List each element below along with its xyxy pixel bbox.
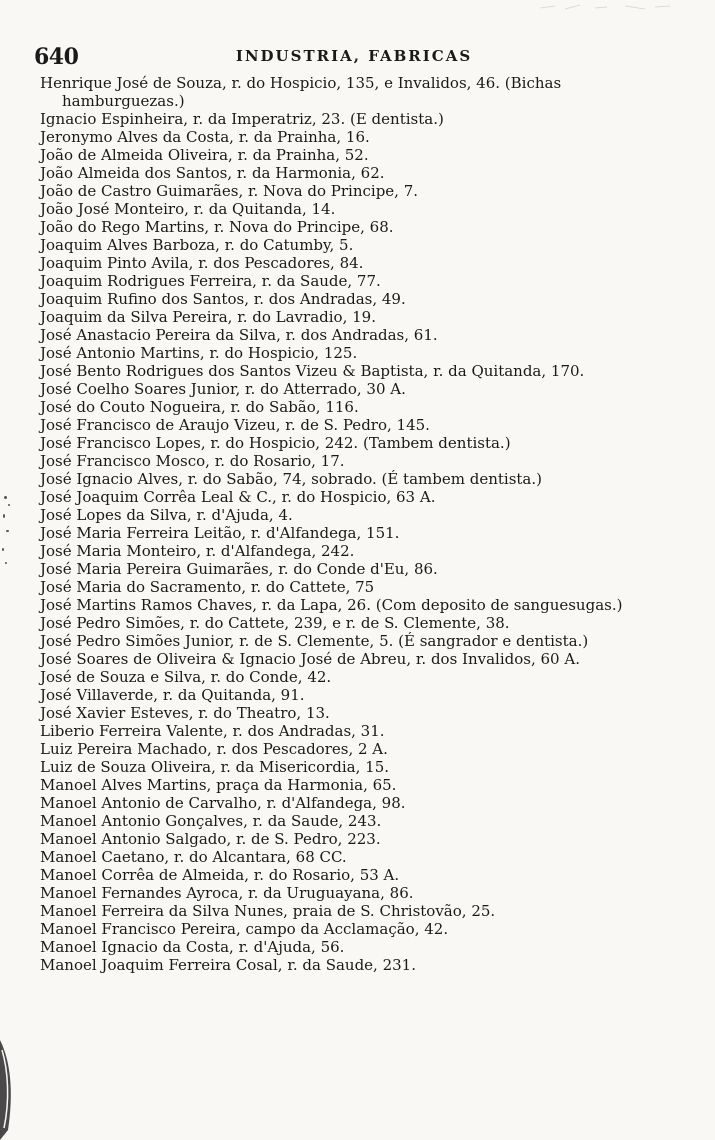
directory-entry: José Xavier Esteves, r. do Theatro, 13. bbox=[40, 704, 330, 722]
directory-entry: Joaquim Rufino dos Santos, r. dos Andradas, 49. bbox=[40, 290, 406, 308]
directory-entry: Manoel Corrêa de Almeida, r. do Rosario, 53 A. bbox=[40, 866, 400, 884]
directory-entry: José de Souza e Silva, r. do Conde, 42. bbox=[40, 668, 332, 686]
directory-entry: Manoel Fernandes Ayroca, r. da Uruguayana, 86. bbox=[40, 884, 414, 902]
directory-entry: Manoel Francisco Pereira, campo da Acclamação, 42. bbox=[40, 920, 449, 938]
margin-specks bbox=[0, 490, 16, 580]
directory-entry: José Maria Monteiro, r. d'Alfandega, 242. bbox=[40, 542, 355, 560]
page-number: 640 bbox=[34, 44, 79, 70]
directory-entry: José Lopes da Silva, r. d'Ajuda, 4. bbox=[40, 506, 293, 524]
directory-entry: Manoel Antonio Salgado, r. de S. Pedro, 223. bbox=[40, 830, 381, 848]
directory-entry: José Maria Pereira Guimarães, r. do Conde d'Eu, 86. bbox=[40, 560, 438, 578]
directory-entry: José do Couto Nogueira, r. do Sabão, 116. bbox=[40, 398, 359, 416]
directory-entry: Manoel Antonio de Carvalho, r. d'Alfandega, 98. bbox=[40, 794, 406, 812]
directory-entry: Manoel Antonio Gonçalves, r. da Saude, 243. bbox=[40, 812, 382, 830]
directory-entry: Jeronymo Alves da Costa, r. da Prainha, 16. bbox=[40, 128, 370, 146]
bleed-through-marks bbox=[535, 0, 675, 14]
directory-entry: José Ignacio Alves, r. do Sabão, 74, sobrado. (É tambem dentista.) bbox=[40, 470, 542, 488]
directory-entry: José Martins Ramos Chaves, r. da Lapa, 26. (Com deposito de sanguesugas.) bbox=[40, 596, 623, 614]
directory-entry: José Coelho Soares Junior, r. do Atterrado, 30 A. bbox=[40, 380, 406, 398]
directory-entry: José Francisco Lopes, r. do Hospicio, 242. (Tambem dentista.) bbox=[40, 434, 511, 452]
directory-entry: Ignacio Espinheira, r. da Imperatriz, 23. (E dentista.) bbox=[40, 110, 444, 128]
directory-entry: Liberio Ferreira Valente, r. dos Andradas, 31. bbox=[40, 722, 385, 740]
directory-entry: José Joaquim Corrêa Leal & C., r. do Hospicio, 63 A. bbox=[40, 488, 436, 506]
directory-entry: Henrique José de Souza, r. do Hospicio, 135, e Invalidos, 46. (Bichas hamburguezas.) bbox=[40, 74, 562, 110]
directory-entry: José Maria Ferreira Leitão, r. d'Alfandega, 151. bbox=[40, 524, 400, 542]
directory-entry: Manoel Ignacio da Costa, r. d'Ajuda, 56. bbox=[40, 938, 345, 956]
directory-entry: Joaquim da Silva Pereira, r. do Lavradio, 19. bbox=[40, 308, 376, 326]
directory-entry: José Villaverde, r. da Quitanda, 91. bbox=[40, 686, 305, 704]
directory-entry: Luiz Pereira Machado, r. dos Pescadores, 2 A. bbox=[40, 740, 388, 758]
directory-list bbox=[40, 74, 680, 974]
directory-entry: João de Almeida Oliveira, r. da Prainha, 52. bbox=[40, 146, 369, 164]
directory-entry: Luiz de Souza Oliveira, r. da Misericordia, 15. bbox=[40, 758, 390, 776]
directory-entry: João Almeida dos Santos, r. da Harmonia, 62. bbox=[40, 164, 385, 182]
directory-entry: José Maria do Sacramento, r. do Cattete, 75 bbox=[40, 578, 375, 596]
directory-entry: José Bento Rodrigues dos Santos Vizeu & Baptista, r. da Quitanda, 170. bbox=[40, 362, 585, 380]
directory-entry: Joaquim Alves Barboza, r. do Catumby, 5. bbox=[40, 236, 354, 254]
directory-entry: José Pedro Simões, r. do Cattete, 239, e r. de S. Clemente, 38. bbox=[40, 614, 510, 632]
directory-entry: Manoel Ferreira da Silva Nunes, praia de S. Christovão, 25. bbox=[40, 902, 496, 920]
directory-entry: Manoel Joaquim Ferreira Cosal, r. da Saude, 231. bbox=[40, 956, 416, 974]
page-edge-shadow bbox=[0, 1030, 24, 1140]
directory-entry: José Pedro Simões Junior, r. de S. Clemente, 5. (É sangrador e dentista.) bbox=[40, 632, 589, 650]
directory-entry: Joaquim Pinto Avila, r. dos Pescadores, 84. bbox=[40, 254, 364, 272]
directory-entry: José Francisco de Araujo Vizeu, r. de S. Pedro, 145. bbox=[40, 416, 430, 434]
directory-entry: João do Rego Martins, r. Nova do Principe, 68. bbox=[40, 218, 394, 236]
directory-entry: João de Castro Guimarães, r. Nova do Principe, 7. bbox=[40, 182, 419, 200]
running-title: INDUSTRIA, FABRICAS bbox=[235, 47, 473, 65]
directory-entry: Manoel Alves Martins, praça da Harmonia, 65. bbox=[40, 776, 397, 794]
directory-entry: Joaquim Rodrigues Ferreira, r. da Saude, 77. bbox=[40, 272, 381, 290]
directory-entry: José Soares de Oliveira & Ignacio José de Abreu, r. dos Invalidos, 60 A. bbox=[40, 650, 580, 668]
directory-entry: José Anastacio Pereira da Silva, r. dos Andradas, 61. bbox=[40, 326, 438, 344]
directory-entry: José Antonio Martins, r. do Hospicio, 125. bbox=[40, 344, 358, 362]
directory-entry: Manoel Caetano, r. do Alcantara, 68 CC. bbox=[40, 848, 347, 866]
page-header bbox=[34, 44, 674, 70]
directory-entry: José Francisco Mosco, r. do Rosario, 17. bbox=[40, 452, 345, 470]
directory-entry: João José Monteiro, r. da Quitanda, 14. bbox=[40, 200, 336, 218]
